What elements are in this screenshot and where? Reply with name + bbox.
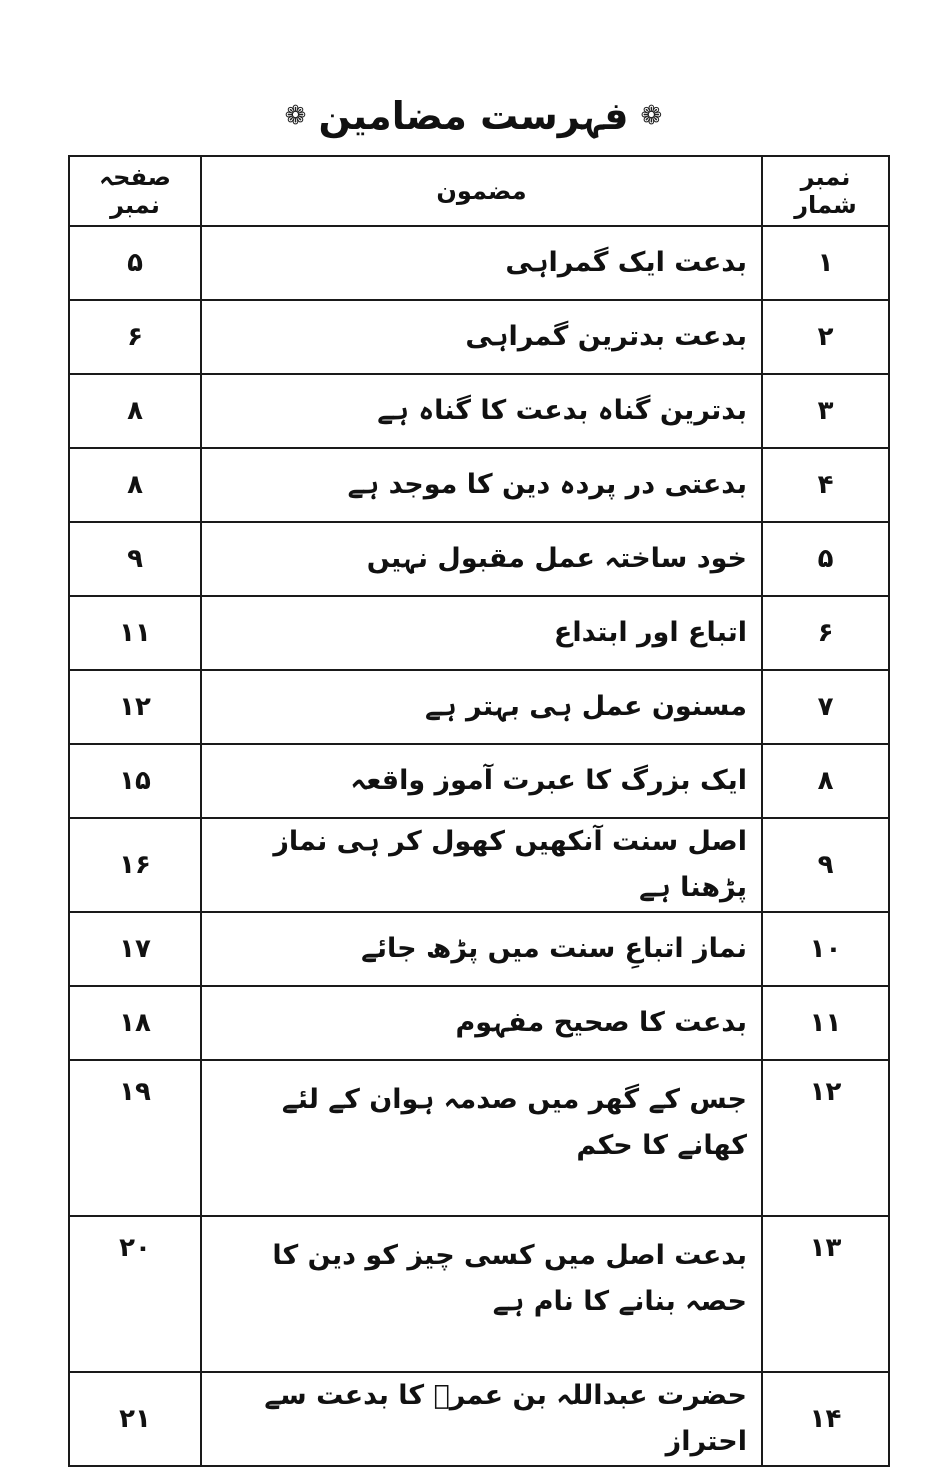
serial-cell: ۱۲ [762, 1060, 889, 1216]
table-row [69, 300, 889, 374]
title-area [0, 86, 947, 146]
subject-cell: بدعتی در پردہ دین کا موجد ہے [201, 448, 762, 522]
page-cell: ۱۸ [69, 986, 201, 1060]
subject-cell: بدعت بدترین گمراہی [201, 300, 762, 374]
subject-cell: بدعت کا صحیح مفہوم [201, 986, 762, 1060]
table-row [69, 1372, 889, 1466]
header-page: صفحہ نمبر [69, 156, 201, 226]
page-cell: ۱۲ [69, 670, 201, 744]
table-row [69, 670, 889, 744]
header-subject: مضمون [201, 156, 762, 226]
page-cell: ۸ [69, 374, 201, 448]
serial-cell: ۸ [762, 744, 889, 818]
page-title [285, 86, 663, 146]
serial-cell: ۱۰ [762, 912, 889, 986]
subject-cell: حضرت عبداللہ بن عمرؓ کا بدعت سے احتراز [201, 1372, 762, 1466]
page-cell: ۱۷ [69, 912, 201, 986]
serial-cell: ۴ [762, 448, 889, 522]
subject-cell: بدعت ایک گمراہی [201, 226, 762, 300]
serial-cell: ۷ [762, 670, 889, 744]
header-serial: نمبر شمار [762, 156, 889, 226]
subject-cell: بدترین گناہ بدعت کا گناہ ہے [201, 374, 762, 448]
subject-cell: نماز اتباعِ سنت میں پڑھ جائے [201, 912, 762, 986]
serial-cell: ۳ [762, 374, 889, 448]
subject-cell: اصل سنت آنکھیں کھول کر ہی نماز پڑھنا ہے [201, 818, 762, 912]
table-row [69, 1060, 889, 1216]
subject-cell: خود ساختہ عمل مقبول نہیں [201, 522, 762, 596]
subject-cell: اتباع اور ابتداع [201, 596, 762, 670]
header-row [69, 156, 889, 226]
table-row [69, 226, 889, 300]
serial-cell: ۱۳ [762, 1216, 889, 1372]
page-cell: ۲۰ [69, 1216, 201, 1372]
table-row [69, 522, 889, 596]
table-row [69, 374, 889, 448]
serial-cell: ۹ [762, 818, 889, 912]
ornament-right-icon: ❁ [640, 101, 663, 131]
page-cell: ۸ [69, 448, 201, 522]
page-cell: ۱۹ [69, 1060, 201, 1216]
page-cell: ۹ [69, 522, 201, 596]
subject-cell: مسنون عمل ہی بہتر ہے [201, 670, 762, 744]
serial-cell: ۲ [762, 300, 889, 374]
serial-cell: ۵ [762, 522, 889, 596]
page-cell: ۱۱ [69, 596, 201, 670]
table-row [69, 596, 889, 670]
page-cell: ۵ [69, 226, 201, 300]
serial-cell: ۱ [762, 226, 889, 300]
serial-cell: ۱۴ [762, 1372, 889, 1466]
table-row [69, 448, 889, 522]
serial-cell: ۱۱ [762, 986, 889, 1060]
table-row [69, 744, 889, 818]
title-text: فہرست مضامین [318, 94, 629, 138]
subject-cell: جس کے گھر میں صدمہ ہوان کے لئے کھانے کا حکم [201, 1060, 762, 1216]
page-cell: ۱۶ [69, 818, 201, 912]
ornament-left-icon: ❁ [284, 101, 307, 131]
table-row [69, 912, 889, 986]
page-cell: ۱۵ [69, 744, 201, 818]
page-cell: ۶ [69, 300, 201, 374]
page-cell: ۲۱ [69, 1372, 201, 1466]
table-row [69, 1216, 889, 1372]
serial-cell: ۶ [762, 596, 889, 670]
table-row [69, 818, 889, 912]
subject-cell: بدعت اصل میں کسی چیز کو دین کا حصہ بنانے کا نام ہے [201, 1216, 762, 1372]
contents-table [68, 155, 890, 1467]
table-row [69, 986, 889, 1060]
subject-cell: ایک بزرگ کا عبرت آموز واقعہ [201, 744, 762, 818]
